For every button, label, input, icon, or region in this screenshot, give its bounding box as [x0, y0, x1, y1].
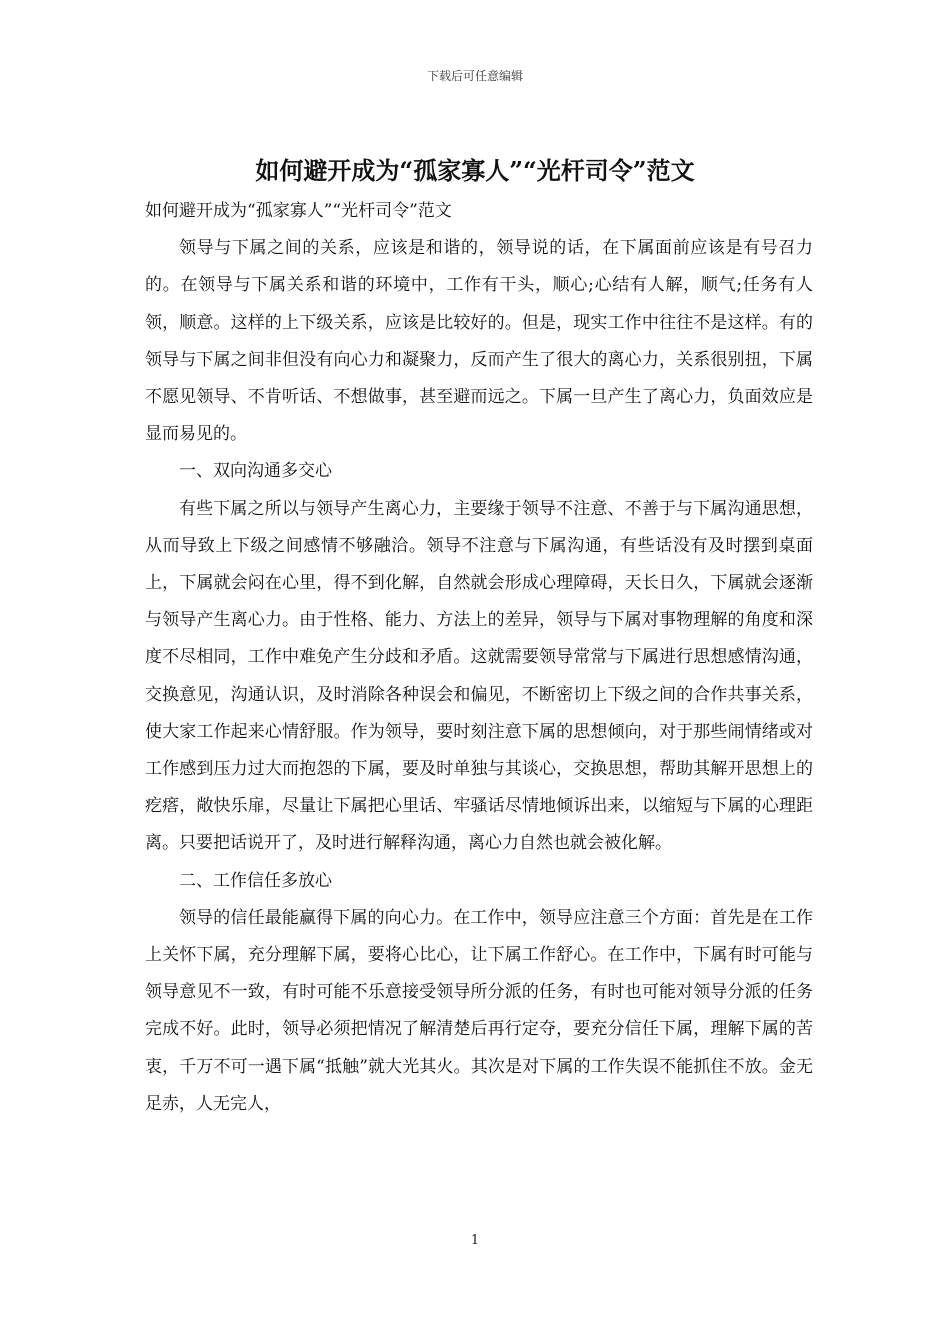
section-heading-1: 一、双向沟通多交心 [179, 461, 332, 482]
document-subtitle: 如何避开成为“孤家寡人”“光杆司令”范文 [145, 201, 452, 221]
body-paragraph-section-1: 有些下属之所以与领导产生离心力，主要缘于领导不注意、不善于与下属沟通思想，从而导致上下级之间感情不够融洽。领导不注意与下属沟通，有些话没有及时摆到桌面上，下属就会闷在心里，得不到化解，自然就会形成心理障碍，天长日久，下属就会逐渐与领导产生离心力。由于性格、能力、方法上的差异，领导与下属对事物理解的角度和深度不尽相同，工作中难免产生分歧和矛盾。这就需要领导常常与下属进行思想感情沟通，交换意见，沟通认识，及时消除各种误会和偏见，不断密切上下级之间的合作共事关系，使大家工作起来心情舒服。作为领导，要时刻注意下属的思想倾向，对于那些闹情绪或对工作感到压力过大而抱怨的下属，要及时单独与其谈心，交换思想，帮助其解开思想上的疙瘩，敞快乐扉，尽量让下属把心里话、牢骚话尽情地倾诉出来，以缩短与下属的心理距离。只要把话说开了，及时进行解释沟通，离心力自然也就会被化解。 [145, 498, 813, 854]
section-heading-2: 二、工作信任多放心 [179, 870, 332, 891]
body-paragraph-section-2: 领导的信任最能赢得下属的向心力。在工作中，领导应注意三个方面：首先是在工作上关怀下属，充分理解下属，要将心比心，让下属工作舒心。在工作中，下属有时可能与领导意见不一致，有时可能不乐意接受领导所分派的任务，有时也可能对领导分派的任务完成不好。此时，领导必须把情况了解清楚后再行定夺，要充分信任下属，理解下属的苦衷，千万不可一遇下属“抵触”就大光其火。其次是对下属的工作失误不能抓住不放。金无足赤，人无完人， [145, 907, 813, 1114]
body-paragraph-intro: 领导与下属之间的关系，应该是和谐的，领导说的话，在下属面前应该是有号召力的。在领导与下属关系和谐的环境中，工作有干头，顺心;心结有人解，顺气;任务有人领，顺意。这样的上下级关系，应该是比较好的。但是，现实工作中往往不是这样。有的领导与下属之间非但没有向心力和凝聚力，反而产生了很大的离心力，关系很别扭，下属不愿见领导、不肯听话、不想做事，甚至避而远之。下属一旦产生了离心力，负面效应是显而易见的。 [145, 238, 813, 445]
document-title: 如何避开成为“孤家寡人”“光杆司令”范文 [255, 156, 695, 185]
page-number: 1 [470, 1233, 480, 1248]
document-body [145, 193, 813, 1123]
page-header-note: 下载后可任意编辑 [426, 69, 523, 83]
